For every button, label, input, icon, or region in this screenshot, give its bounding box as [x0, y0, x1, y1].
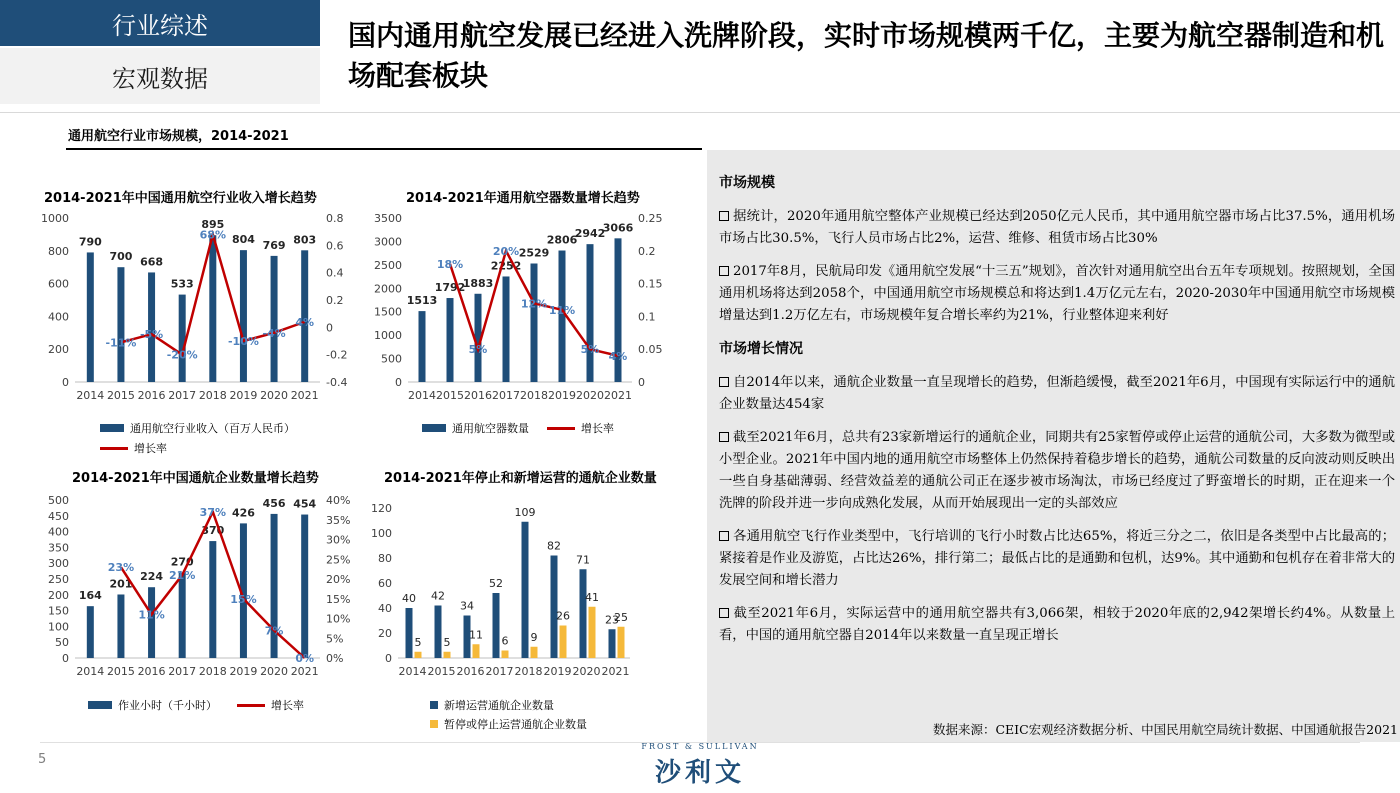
bar — [551, 556, 558, 659]
brand-logo-en: FROST & SULLIVAN — [641, 742, 759, 751]
bar-value-label: 11 — [469, 628, 483, 642]
slide-headline: 国内通用航空发展已经进入洗牌阶段，实时市场规模两千亿，主要为航空器制造和机场配套板块 — [348, 19, 1385, 92]
x-tick-label: 2014 — [398, 665, 427, 678]
bar-value-label: 201 — [109, 577, 133, 591]
y-tick-label: 350 — [48, 541, 69, 555]
bar-value-label: 533 — [170, 277, 194, 291]
y-tick-label: 3500 — [374, 212, 402, 225]
x-tick-label: 2021 — [604, 389, 632, 402]
bar-value-label: 52 — [489, 577, 503, 590]
bar-value-label: 5 — [414, 635, 422, 649]
figure-title-rule — [66, 148, 702, 150]
bar-value-label: 26 — [556, 609, 570, 623]
bar-value-label: 109 — [514, 505, 536, 519]
x-tick-label: 2021 — [290, 389, 319, 402]
bar — [209, 235, 216, 382]
y2-tick-label: 0% — [326, 652, 344, 665]
growth-rate-label: 0% — [295, 652, 315, 665]
paragraph — [719, 526, 1395, 592]
y-tick-label: 0 — [62, 652, 69, 665]
paragraph-text: 截至2021年6月，总共有23家新增运行的通航企业，同期共有25家暂停或停止运营的通航公司，大多数为微型或小型企业。2021年中国内地的通用航空市场整体上仍然保持着稳步增长的趋势，通航公司数量的反向波动则反映出一些自身基础薄弱、经营效益差的通航公司正在逐步被市场淘汰，市场已经度过了野蛮增长的时期，正在迎来一个洗牌的阶段并进一步向成熟化发展，从而开始展现出一定的头部效应 — [719, 430, 1395, 511]
bar-value-label: 668 — [140, 255, 164, 269]
x-tick-label: 2018 — [198, 665, 227, 678]
x-tick-label: 2020 — [576, 389, 604, 402]
paragraph-text: 据统计，2020年通用航空整体产业规模已经达到2050亿元人民币，其中通用航空器市场占比37.5%，通用机场市场占比30.5%，飞行人员市场占比2%，运营、维修、租赁市场占比30% — [719, 209, 1395, 246]
bar — [609, 629, 616, 658]
bar-value-label: 2806 — [546, 233, 578, 247]
bar-value-label: 34 — [460, 599, 474, 613]
bar — [179, 295, 186, 382]
y2-tick-label: 25% — [326, 553, 351, 567]
bar — [87, 252, 94, 382]
y-tick-label: 500 — [381, 352, 402, 366]
x-tick-label: 2017 — [492, 389, 520, 402]
bar-value-label: 895 — [201, 218, 225, 232]
bar-value-label: 42 — [431, 589, 445, 603]
bar — [580, 569, 587, 658]
bar — [493, 593, 500, 658]
y-tick-label: 3000 — [374, 235, 402, 249]
legend-swatch — [430, 701, 438, 709]
y-tick-label: 200 — [48, 343, 69, 357]
y2-tick-label: 20% — [326, 573, 351, 586]
brand-logo-cn: 沙利文 — [654, 758, 745, 788]
bar — [209, 541, 216, 658]
bar-value-label: 23 — [605, 613, 619, 627]
y-tick-label: 60 — [378, 577, 392, 590]
x-tick-label: 2019 — [229, 665, 258, 678]
y2-tick-label: -0.4 — [326, 376, 348, 389]
page-number: 5 — [38, 752, 47, 767]
y2-tick-label: 0.6 — [326, 239, 344, 253]
bar-value-label: 25 — [614, 610, 628, 624]
legend-label: 通用航空器数量 — [452, 422, 529, 435]
chart2-legend — [422, 420, 614, 436]
x-tick-label: 2020 — [572, 665, 601, 678]
y2-tick-label: -0.2 — [326, 348, 348, 362]
bar-value-label: 40 — [402, 592, 416, 605]
paragraph — [719, 603, 1395, 647]
growth-rate-label: -10% — [227, 335, 259, 348]
bar — [419, 311, 426, 382]
bar — [531, 647, 538, 658]
x-tick-label: 2019 — [548, 389, 576, 402]
chart3-companies — [30, 490, 360, 685]
growth-rate-label: 37% — [199, 505, 226, 519]
bar — [522, 522, 529, 658]
y-tick-label: 80 — [378, 552, 392, 565]
y2-tick-label: 40% — [326, 494, 351, 507]
bar — [87, 606, 94, 658]
bar-value-label: 804 — [231, 233, 255, 247]
legend-swatch — [422, 424, 446, 432]
y-tick-label: 2000 — [374, 282, 402, 296]
growth-rate-label: 20% — [492, 244, 520, 258]
growth-rate-label: 4% — [608, 349, 628, 363]
y-tick-label: 400 — [48, 525, 69, 539]
bar — [531, 263, 538, 382]
bullet-checkbox-icon — [719, 266, 729, 276]
bar — [117, 267, 124, 382]
bar-value-label: 71 — [576, 553, 590, 567]
x-tick-label: 2015 — [436, 389, 464, 402]
y-tick-label: 300 — [48, 557, 69, 571]
y2-tick-label: 0.05 — [638, 343, 663, 357]
bar — [618, 627, 625, 658]
bullet-checkbox-icon — [719, 377, 729, 387]
bar — [179, 573, 186, 658]
growth-rate-label: -4% — [262, 326, 286, 340]
bar-value-label: 41 — [585, 590, 599, 604]
bar-value-label: 454 — [293, 497, 317, 511]
legend-label: 增长率 — [581, 422, 614, 435]
commentary-panel — [707, 150, 1400, 742]
y2-tick-label: 5% — [326, 632, 344, 646]
y2-tick-label: 0 — [326, 321, 333, 335]
chart1-title: 2014-2021年中国通用航空行业收入增长趋势 — [44, 191, 317, 206]
bar-value-label: 2252 — [490, 259, 522, 273]
chart3-legend — [88, 697, 304, 713]
legend-label: 增长率 — [271, 699, 304, 712]
bar-value-label: 270 — [170, 555, 194, 569]
y2-tick-label: 0 — [638, 376, 645, 389]
y-tick-label: 0 — [395, 376, 402, 389]
growth-rate-label: 5% — [468, 343, 488, 357]
y-tick-label: 1000 — [41, 212, 69, 225]
bar-value-label: 769 — [262, 238, 286, 252]
bar-value-label: 2942 — [574, 227, 606, 241]
chart1-revenue — [30, 210, 360, 410]
x-tick-label: 2018 — [520, 389, 548, 402]
legend-label: 新增运营通航企业数量 — [444, 699, 554, 712]
y-tick-label: 250 — [48, 573, 69, 586]
y2-tick-label: 0.25 — [638, 212, 663, 225]
bar — [502, 651, 509, 659]
y2-tick-label: 35% — [326, 513, 351, 527]
growth-rate-label: 4% — [295, 315, 315, 329]
bar — [415, 652, 422, 658]
bar-value-label: 1792 — [434, 281, 466, 295]
y2-tick-label: 0.2 — [638, 244, 656, 258]
bullet-checkbox-icon — [719, 432, 729, 442]
y-tick-label: 150 — [48, 604, 69, 618]
bar-value-label: 1513 — [406, 294, 438, 308]
legend-swatch — [547, 427, 575, 430]
legend-label: 暂停或停止运营通航企业数量 — [444, 718, 587, 731]
bar — [503, 276, 510, 382]
y2-tick-label: 0.1 — [638, 310, 656, 324]
x-tick-label: 2021 — [290, 665, 319, 678]
bar-value-label: 1883 — [462, 276, 494, 290]
growth-rate-label: 21% — [169, 569, 196, 583]
y2-tick-label: 0.8 — [326, 212, 344, 225]
bar — [473, 644, 480, 658]
bar-value-label: 82 — [547, 539, 561, 553]
header-divider — [0, 112, 1400, 113]
bar — [589, 607, 596, 658]
x-tick-label: 2014 — [408, 389, 436, 402]
paragraph — [719, 206, 1395, 250]
y-tick-label: 0 — [385, 652, 392, 665]
x-tick-label: 2016 — [137, 389, 166, 402]
y-tick-label: 20 — [378, 627, 392, 640]
y-tick-label: 0 — [62, 376, 69, 389]
x-tick-label: 2017 — [168, 665, 197, 678]
bar-value-label: 790 — [78, 235, 102, 249]
growth-rate-label: 11% — [138, 608, 165, 622]
section-title-market-growth: 市场增长情况 — [719, 341, 803, 357]
x-tick-label: 2014 — [76, 389, 105, 402]
legend-swatch — [100, 424, 124, 432]
paragraph-text: 自2014年以来，通航企业数量一直呈现增长的趋势，但渐趋缓慢，截至2021年6月，中国现有实际运行中的通航企业数量达454家 — [719, 375, 1395, 412]
paragraph-text: 各通用航空飞行作业类型中，飞行培训的飞行小时数占比达65%，将近三分之二，依旧是各类型中占比最高的；紧接着是作业及游览，占比达26%，排行第二；最低占比的是通勤和包机，达9%。其中通勤和包机存在着非常大的发展空间和增长潜力 — [719, 529, 1395, 588]
bar — [117, 594, 124, 658]
x-tick-label: 2015 — [427, 665, 456, 678]
y-tick-label: 1000 — [374, 329, 402, 343]
tab-industry-overview[interactable]: 行业综述 — [0, 0, 320, 46]
bar-value-label: 426 — [231, 506, 255, 520]
bar — [240, 250, 247, 382]
y-tick-label: 40 — [378, 602, 392, 615]
legend-swatch — [88, 701, 112, 709]
x-tick-label: 2016 — [137, 665, 166, 678]
y-tick-label: 450 — [48, 509, 69, 523]
y2-tick-label: 0.2 — [326, 294, 344, 307]
x-tick-label: 2017 — [485, 665, 514, 678]
y2-tick-label: 15% — [326, 592, 351, 606]
bar-value-label: 700 — [109, 250, 133, 264]
section-title-market-size: 市场规模 — [719, 175, 775, 191]
y-tick-label: 400 — [48, 310, 69, 324]
growth-rate-label: 7% — [264, 624, 284, 638]
tab-macro-data[interactable]: 宏观数据 — [0, 48, 320, 104]
paragraph — [719, 427, 1395, 515]
paragraph — [719, 372, 1395, 416]
chart2-aircraft — [360, 210, 680, 410]
x-tick-label: 2018 — [198, 389, 227, 402]
legend-swatch — [100, 447, 128, 450]
chart4-title: 2014-2021年停止和新增运营的通航企业数量 — [384, 471, 657, 486]
chart1-legend-line — [100, 440, 167, 456]
chart4-new-stopped — [360, 490, 680, 685]
y-tick-label: 200 — [48, 588, 69, 602]
y2-tick-label: 0.15 — [638, 277, 663, 291]
bar — [271, 256, 278, 382]
bar-value-label: 456 — [262, 496, 286, 510]
x-tick-label: 2018 — [514, 665, 543, 678]
bar — [560, 626, 567, 659]
growth-rate-label: 68% — [199, 228, 226, 242]
chart4-legend-new — [430, 697, 554, 713]
y-tick-label: 2500 — [374, 258, 402, 272]
legend-label: 作业小时（千小时） — [118, 699, 217, 712]
y2-tick-label: 10% — [326, 612, 351, 626]
bar-value-label: 370 — [201, 524, 225, 538]
growth-rate-label: 12% — [520, 297, 548, 311]
bar — [406, 608, 413, 658]
bar-value-label: 9 — [530, 630, 538, 644]
bar — [435, 606, 442, 659]
legend-label: 增长率 — [134, 442, 167, 455]
y-tick-label: 120 — [371, 502, 392, 515]
y-tick-label: 800 — [48, 244, 69, 258]
bar-value-label: 164 — [78, 589, 102, 603]
data-source-note: 数据来源：CEIC宏观经济数据分析、中国民用航空局统计数据、中国通航报告2021 — [932, 722, 1398, 737]
paragraph-text: 2017年8月，民航局印发《通用航空发展“十三五”规划》，首次针对通用航空出台五年专项规划。按照规划，全国通用机场将达到2058个，中国通用航空市场规模总和将达到1.4万亿元左右，2020-2030年中国通用航空市场规模增量达到1.2万亿左右，市场规模年复合增长率约为21%，行业整体迎来利好 — [719, 264, 1395, 323]
bar-value-label: 2529 — [518, 246, 550, 260]
x-tick-label: 2021 — [601, 665, 630, 678]
y2-tick-label: 0.4 — [326, 266, 344, 280]
growth-rate-label: 18% — [436, 257, 464, 271]
growth-rate-label: -20% — [166, 348, 198, 362]
paragraph — [719, 261, 1395, 327]
y-tick-label: 100 — [48, 620, 69, 634]
paragraph-text: 截至2021年6月，实际运营中的通用航空器共有3,066架，相较于2020年底的2,942架增长约4%。从数量上看，中国的通用航空器自2014年以来数量一直呈现正增长 — [719, 606, 1395, 643]
bar-value-label: 6 — [501, 634, 509, 648]
x-tick-label: 2019 — [229, 389, 258, 402]
bar-value-label: 224 — [140, 570, 164, 584]
y-tick-label: 50 — [55, 636, 69, 650]
bar-value-label: 803 — [293, 233, 317, 247]
figure-title: 通用航空行业市场规模，2014-2021 — [68, 129, 289, 144]
growth-rate-label: 15% — [230, 592, 257, 606]
bar-value-label: 5 — [443, 635, 451, 649]
bullet-checkbox-icon — [719, 211, 729, 221]
x-tick-label: 2016 — [464, 389, 492, 402]
bar — [447, 298, 454, 382]
y-tick-label: 600 — [48, 277, 69, 291]
bar — [444, 652, 451, 658]
bar — [587, 244, 594, 382]
x-tick-label: 2020 — [260, 389, 289, 402]
y-tick-label: 100 — [371, 527, 392, 540]
growth-rate-label: 11% — [548, 303, 576, 317]
growth-rate-label: 23% — [107, 561, 135, 575]
legend-swatch — [237, 704, 265, 707]
chart3-title: 2014-2021年中国通航企业数量增长趋势 — [72, 471, 319, 486]
y-tick-label: 500 — [48, 494, 69, 507]
growth-rate-label: -11% — [105, 336, 137, 350]
growth-rate-label: -5% — [139, 328, 164, 342]
legend-swatch — [430, 720, 438, 728]
legend-label: 通用航空行业收入（百万人民币） — [130, 422, 295, 435]
x-tick-label: 2015 — [106, 665, 135, 678]
x-tick-label: 2017 — [168, 389, 197, 402]
x-tick-label: 2020 — [260, 665, 289, 678]
bar — [148, 587, 155, 658]
x-tick-label: 2015 — [106, 389, 135, 402]
growth-rate-label: 5% — [580, 343, 600, 357]
bar-value-label: 3066 — [602, 221, 634, 235]
chart4-legend-stopped — [430, 716, 587, 732]
chart2-title: 2014-2021年通用航空器数量增长趋势 — [406, 191, 640, 206]
y2-tick-label: 30% — [326, 533, 351, 547]
bullet-checkbox-icon — [719, 608, 729, 618]
x-tick-label: 2019 — [543, 665, 572, 678]
bar — [301, 515, 308, 658]
x-tick-label: 2016 — [456, 665, 485, 678]
y-tick-label: 1500 — [374, 305, 402, 319]
bullet-checkbox-icon — [719, 531, 729, 541]
chart1-legend-bar — [100, 420, 295, 436]
x-tick-label: 2014 — [76, 665, 105, 678]
